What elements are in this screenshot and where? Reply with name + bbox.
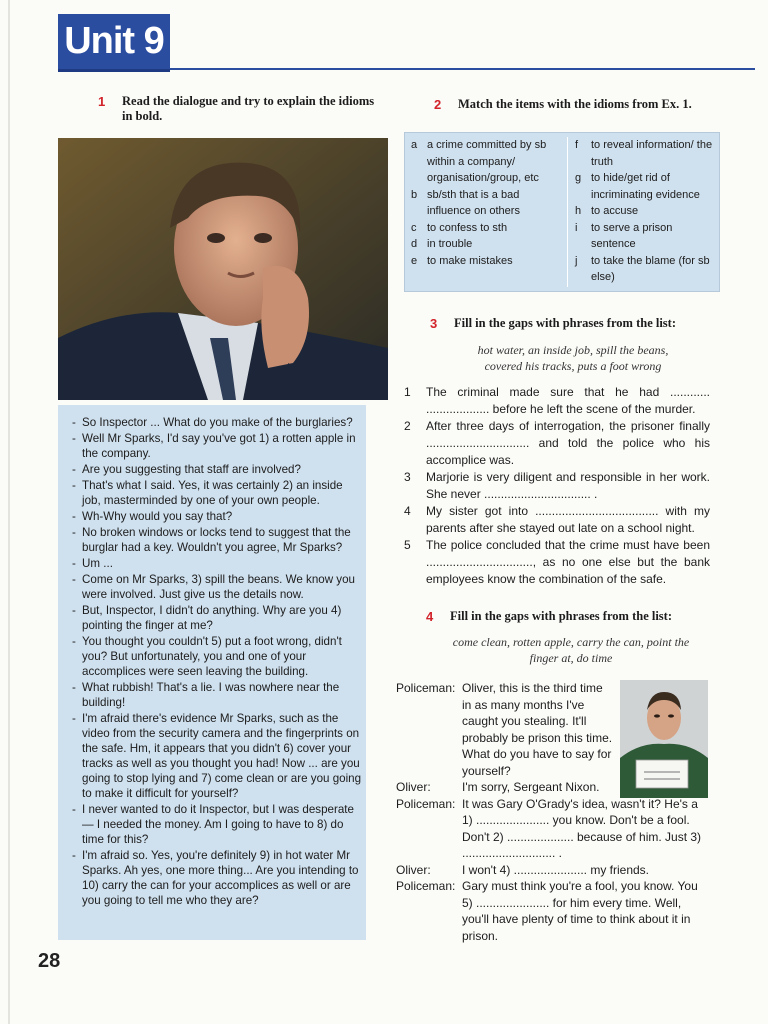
match-text: to reveal information/ the truth: [591, 139, 713, 168]
dialogue-text: Are you suggesting that staff are involved?: [82, 463, 301, 476]
unit-heading: Unit 9: [58, 14, 170, 72]
exercise-1-heading: [98, 94, 382, 124]
dialogue-line: [72, 711, 366, 801]
dialogue-line: [72, 634, 366, 679]
speaker-label: Oliver:: [396, 862, 431, 877]
exercise-4-heading: [426, 609, 720, 624]
gap-fill-number: 3: [404, 470, 411, 484]
dialogue-line: [72, 525, 366, 555]
speaker-label: Oliver:: [396, 780, 431, 794]
dialogue-text: What rubbish! That's a lie. I was nowhere near the building!: [82, 681, 340, 709]
gap-fill-number: 5: [404, 538, 411, 552]
match-item: [575, 253, 715, 286]
dialogue-line: [72, 556, 366, 571]
exercise-1-number: 1: [98, 94, 106, 109]
conversation-line: [396, 862, 710, 879]
match-text: to confess to sth: [427, 221, 508, 234]
gap-fill-number: 2: [404, 419, 411, 433]
gap-fill-number: 1: [404, 385, 411, 399]
dialogue-line: [72, 802, 366, 847]
dialogue-dash: -: [72, 510, 76, 523]
page-number: 28: [38, 950, 61, 972]
inspector-photo: [58, 138, 388, 400]
dialogue-text: You thought you couldn't 5) put a foot wrong, didn't you? But unfortunately, you and one of your accomplices were seen leaving the building.: [82, 635, 342, 678]
dialogue-text: I'm afraid so. Yes, you're definitely 9) in hot water Mr Sparks. Ah yes, one more thing... Are you intending to 10) carry the can for your accomplices as well or are you going to tell me who they are?: [82, 849, 359, 907]
match-letter: b: [411, 188, 418, 201]
dialogue-text: Wh-Why would you say that?: [82, 510, 233, 523]
gap-fill-item: [404, 537, 710, 588]
gap-fill-item: [404, 418, 710, 469]
match-item: [575, 137, 715, 170]
match-text: to make mistakes: [427, 254, 513, 267]
exercise-4-dialogue: [396, 680, 710, 944]
conversation-line: [396, 878, 710, 944]
dialogue-line: [72, 509, 366, 524]
dialogue-panel: [58, 405, 366, 940]
match-item: [411, 187, 561, 220]
gap-fill-item: [404, 469, 710, 503]
gap-fill-number: 4: [404, 504, 411, 518]
gap-fill-item: [404, 384, 710, 418]
conversation-line: [396, 680, 710, 779]
dialogue-dash: -: [72, 557, 76, 570]
exercise-3-phrase-list: hot water, an inside job, spill the beans, covered his tracks, puts a foot wrong: [477, 343, 669, 373]
dialogue-dash: -: [72, 526, 76, 539]
gap-fill-text: My sister got into ..................................... with my parents after she stayed out late on a school night.: [426, 504, 710, 535]
dialogue-dash: -: [72, 573, 76, 586]
match-text: sb/sth that is a bad influence on others: [427, 188, 520, 217]
exercise-2-heading: [434, 97, 748, 112]
match-text: to hide/get rid of incriminating evidence: [591, 172, 700, 201]
dialogue-dash: -: [72, 712, 76, 725]
dialogue-dash: -: [72, 479, 76, 492]
exercise-2-instruction: Match the items with the idioms from Ex. 1.: [458, 97, 692, 111]
match-item: [575, 170, 715, 203]
match-box: [404, 132, 720, 292]
exercise-1-instruction: Read the dialogue and try to explain the idioms in bold.: [122, 94, 375, 123]
match-letter: d: [411, 238, 418, 250]
speaker-label: Policeman:: [396, 879, 456, 893]
speech-text: Gary must think you're a fool, you know. You 5) ...................... for him every time. Well, you'll have plenty of time to think about it in prison.: [462, 879, 698, 943]
speaker-label: Policeman:: [396, 796, 456, 811]
match-right-column: [575, 137, 715, 286]
match-text: in trouble: [427, 238, 473, 250]
dialogue-text: I never wanted to do it Inspector, but I was desperate — I needed the money. Am I going to have to 8) do time for this?: [82, 803, 354, 846]
exercise-4-instruction: Fill in the gaps with phrases from the list:: [450, 609, 672, 623]
exercise-2-number: 2: [434, 97, 442, 112]
exercise-4-phrase-list: come clean, rotten apple, carry the can, point the finger at, do time: [452, 635, 690, 665]
match-letter: j: [575, 254, 578, 267]
dialogue-dash: -: [72, 849, 76, 862]
gap-fill-text: After three days of interrogation, the prisoner finally ............................... and told the police who his accomplice was.: [426, 419, 710, 467]
match-item: [575, 203, 715, 220]
dialogue-line: [72, 848, 366, 908]
match-text: a crime committed by sb within a company/ organisation/group, etc: [427, 139, 547, 184]
dialogue-line: [72, 478, 366, 508]
conversation-line: [396, 779, 710, 796]
speech-text: I'm sorry, Sergeant Nixon.: [462, 780, 600, 794]
match-letter: e: [411, 254, 418, 267]
match-letter: f: [575, 139, 579, 151]
dialogue-line: [72, 415, 366, 430]
match-text: to take the blame (for sb else): [591, 254, 710, 283]
page-edge: [8, 0, 10, 1024]
match-item: [411, 137, 561, 187]
dialogue-text: I'm afraid there's evidence Mr Sparks, such as the video from the security camera and the fingerprints on the safe. Hm, it appears that you didn't 6) cover your tracks as well as you thought you had! Now ... are you going to stop lying and 7) come clean or are you going to make it difficult for yourself?: [82, 712, 362, 800]
speech-text: It was Gary O'Grady's idea, wasn't it? He's a 1) ...................... you know. Don't be a fool. Don't 2) .................... because of him. Just 3) ............................ .: [462, 796, 702, 860]
match-left-column: [411, 137, 561, 269]
dialogue-text: So Inspector ... What do you make of the burglaries?: [82, 416, 353, 429]
dialogue-text: That's what I said. Yes, it was certainly 2) an inside job, masterminded by one of your own people.: [82, 479, 343, 507]
exercise-3-items: [404, 384, 710, 588]
conversation-line: [396, 796, 710, 862]
dialogue-text: Um ...: [82, 557, 113, 570]
match-item: [575, 220, 715, 253]
gap-fill-text: The criminal made sure that he had ............ ................... before he left the scene of the murder.: [426, 385, 710, 416]
dialogue-line: [72, 572, 366, 602]
match-letter: h: [575, 205, 582, 217]
dialogue-dash: -: [72, 803, 76, 816]
match-letter: a: [411, 139, 418, 151]
gap-fill-item: [404, 503, 710, 537]
gap-fill-text: The police concluded that the crime must have been ................................, as no one else but the bank employees know the combination of the safe.: [426, 538, 710, 586]
dialogue-line: [72, 431, 366, 461]
exercise-4-number: 4: [426, 609, 434, 624]
exercise-3-instruction: Fill in the gaps with phrases from the list:: [454, 316, 676, 330]
dialogue-dash: -: [72, 604, 76, 617]
match-item: [411, 236, 561, 253]
dialogue-text: No broken windows or locks tend to suggest that the burglar had a key. Wouldn't you agree, Mr Sparks?: [82, 526, 351, 554]
dialogue-dash: -: [72, 432, 76, 445]
dialogue-dash: -: [72, 635, 76, 648]
dialogue-dash: -: [72, 416, 76, 429]
speech-text: I won't 4) ...................... my friends.: [462, 862, 650, 877]
dialogue-line: [72, 462, 366, 477]
dialogue-text: Well Mr Sparks, I'd say you've got 1) a rotten apple in the company.: [82, 432, 356, 460]
match-letter: i: [575, 221, 578, 234]
match-letter: c: [411, 221, 417, 234]
exercise-3-number: 3: [430, 316, 438, 331]
match-text: to accuse: [591, 205, 639, 217]
match-item: [411, 253, 561, 270]
dialogue-dash: -: [72, 463, 76, 476]
match-letter: g: [575, 172, 582, 184]
dialogue-line: [72, 603, 366, 633]
match-text: to serve a prison sentence: [591, 221, 673, 250]
header-rule: [170, 68, 755, 70]
match-divider: [567, 137, 568, 287]
speech-text: Oliver, this is the third time in as many months I've caught you stealing. It'll probably be prison this time. What do you have to say for yourself?: [462, 681, 613, 778]
speaker-label: Policeman:: [396, 681, 456, 695]
dialogue-text: But, Inspector, I didn't do anything. Why are you 4) pointing the finger at me?: [82, 604, 342, 632]
exercise-3-heading: [430, 316, 724, 331]
dialogue-line: [72, 680, 366, 710]
dialogue-text: Come on Mr Sparks, 3) spill the beans. We know you were involved. Just give us the details now.: [82, 573, 356, 601]
dialogue-dash: -: [72, 681, 76, 694]
match-item: [411, 220, 561, 237]
gap-fill-text: Marjorie is very diligent and responsible in her work. She never ................................ .: [426, 470, 710, 501]
